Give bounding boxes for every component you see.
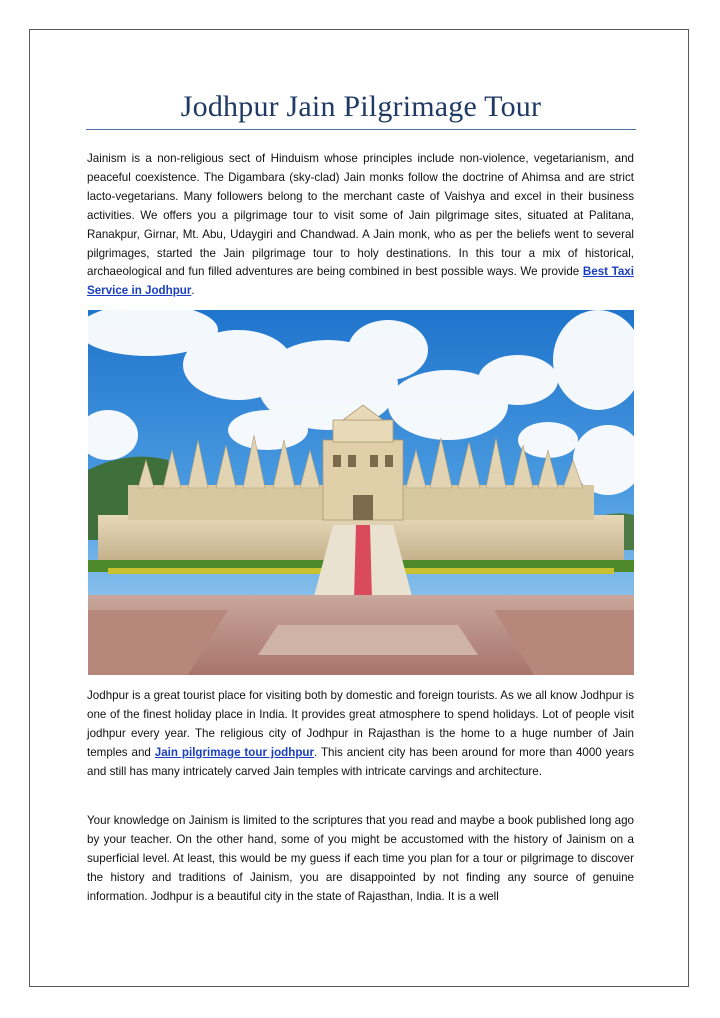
paragraph-intro (87, 150, 634, 301)
paragraph-knowledge: Your knowledge on Jainism is limited to the scriptures that you read and maybe a book published long ago by your teacher. On the other hand, some of you might be accustomed with the history of Jainism on a superficial level. At least, this would be my guess if each time you plan for a tour or pilgrimage to discover the history and traditions of Jainism, you are disappointed by not finding any source of genuine information. Jodhpur is a beautiful city in the state of Rajasthan, India. It is a well (87, 814, 634, 903)
title-underline (86, 129, 636, 130)
jain-temple-photo (88, 310, 634, 675)
document-page (29, 29, 689, 987)
paragraph-jodhpur (87, 687, 634, 782)
paragraph-intro-text: Jainism is a non-religious sect of Hinduism whose principles include non-violence, vegetarianism, and peaceful coexistence. The Digambara (sky-clad) Jain monks follow the doctrine of Ahimsa and are strict lacto-vegetarians. Many followers belong to the merchant caste of Vaishya and excel in their business activities. We offers you a pilgrimage tour to visit some of Jain pilgrimage sites, situated at Palitana, Ranakpur, Girnar, Mt. Abu, Udaygiri and Chandwad. A Jain monk, who as per the beliefs went to several pilgrimages, started the Jain pilgrimage tour to holy destinations. In this tour a mix of historical, archaeological and fun filled adventures are being combined in best possible ways. We provide (87, 152, 634, 279)
best-taxi-service-link[interactable]: Best Taxi Service in Jodhpur (87, 265, 634, 298)
paragraph-intro-end: . (191, 284, 195, 298)
page-title: Jodhpur Jain Pilgrimage Tour (180, 90, 542, 123)
jain-pilgrimage-tour-link[interactable]: Jain pilgrimage tour jodhpur (154, 745, 315, 759)
paragraph-jodhpur-text: Jodhpur is a great tourist place for visiting both by domestic and foreign tourists. As we all know Jodhpur is one of the finest holiday place in India. It provides great atmosphere to spend holidays. Lot of people visit jodhpur every year. The religious city of Jodhpur in Rajasthan is the home to a huge number of Jain temples and (87, 689, 634, 759)
paragraph-jodhpur-end: . This ancient city has been around for more than 4000 years and still has many intricately carved Jain temples with intricate carvings and architecture. (87, 745, 634, 778)
